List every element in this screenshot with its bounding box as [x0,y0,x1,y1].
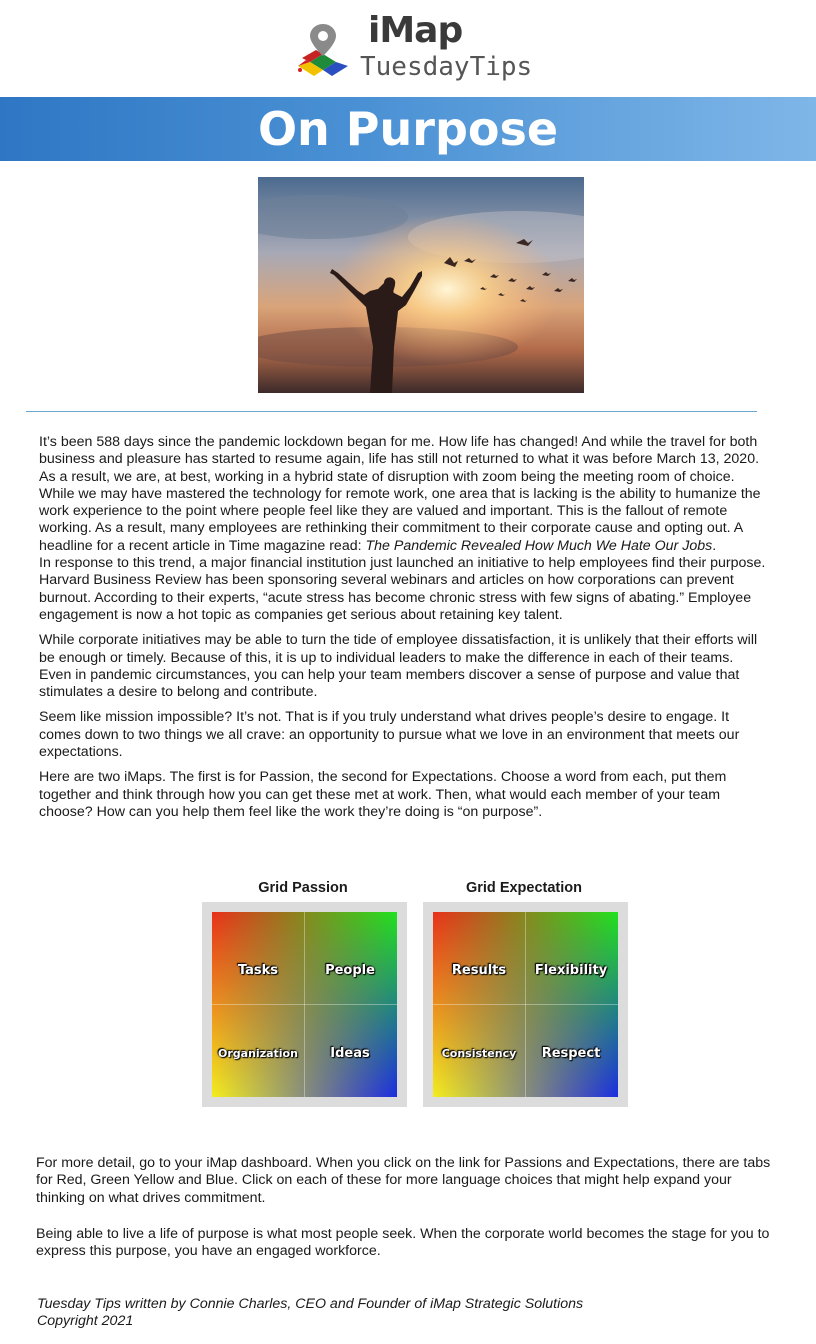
footer-paragraph-1: For more detail, go to your iMap dashboard. When you click on the link for Passions and Expectations, there are tabs for Red, Green Yellow and Blue. Click on each of these for more language choices that might help expand your thinking on what drives commitment. [36,1155,771,1206]
quadrant-respect: Respect [541,1046,601,1061]
brand-name: iMap [368,10,463,51]
paragraph-5: Seem like mission impossible? It’s not. That is if you truly understand what drives people’s desire to engage. It comes down to two things we all crave: an opportunity to pursue what we love in an environment that meets our expectations. [39,709,740,761]
tagline: TuesdayTips [360,52,533,82]
quadrant-results: Results [451,963,507,978]
grid-passion-title: Grid Passion [258,880,348,896]
grid-passion [202,880,408,1107]
quadrant-consistency: Consistency [441,1047,517,1060]
paragraph-6: Here are two iMaps. The first is for Passion, the second for Expectations. Choose a word from each, put them together and think through how you can get these met at work. Then, what would each member of your team choose? How can you help them feel like the work they’re doing is “on purpose”. [39,769,727,820]
map-pin-logo-icon [292,22,354,78]
divider-line [26,411,757,412]
paragraph-2: While we may have mastered the technology for remote work, one area that is lacking is the ability to humanize the work experience to the point where people feel like they are valued and important. This is the fallout of remote working. As a result, many employees are rethinking their commitment to their corporate cause and opting out. A headline for a recent article in Time magazine read: The Pandemic Revealed How Much We Hate Our Jobs. [39,485,761,554]
paragraph-1: It’s been 588 days since the pandemic lockdown began for me. How life has changed! And while the travel for both business and pleasure has started to resume again, life has still not returned to what it was before March 13, 2020. As a result, we are, at best, working in a hybrid state of disruption with zoom being the meeting room of choice. [39,434,760,485]
quadrant-organization: Organization [218,1047,298,1060]
grid-expectation-quadrants [433,912,618,1097]
quadrant-ideas: Ideas [330,1046,370,1061]
hero-image [258,177,584,393]
author-credit [37,1296,583,1331]
article-headline: The Pandemic Revealed How Much We Hate Our Jobs [365,537,713,554]
credit-line: Tuesday Tips written by Connie Charles, CEO and Founder of iMap Strategic Solutions [37,1296,584,1312]
copyright-line: Copyright 2021 [37,1313,134,1330]
article-body [39,434,769,829]
footer-paragraph-2: Being able to live a life of purpose is what most people seek. When the corporate world becomes the stage for you to express this purpose, you have an engaged workforce. [36,1226,770,1260]
quadrant-people: People [325,963,375,978]
grid-expectation-frame [423,902,628,1107]
grid-passion-quadrants [212,912,397,1097]
grid-expectation [423,880,629,1107]
page-title: On Purpose [257,102,559,156]
quadrant-flexibility: Flexibility [534,963,608,978]
grid-passion-frame [202,902,407,1107]
imap-logo [292,8,552,88]
paragraph-4: While corporate initiatives may be able to turn the tide of employee dissatisfaction, it is unlikely that their efforts will be enough or timely. Because of this, it is up to individual leaders to make the difference in each of their teams. Even in pandemic circumstances, you can help your team members discover a sense of purpose and value that stimulates a desire to belong and contribute. [39,632,758,701]
paragraph-3: In response to this trend, a major financial institution just launched an initiative to help employees find their purpose. Harvard Business Review has been sponsoring several webinars and articles on how corporations can prevent burnout. According to their experts, “acute stress has become chronic stress with few signs of abating.” Employee engagement is now a hot topic as companies get serious about retaining key talent. [39,555,766,623]
grid-expectation-title: Grid Expectation [465,880,583,896]
title-banner [0,97,816,161]
quadrant-tasks: Tasks [237,963,279,978]
